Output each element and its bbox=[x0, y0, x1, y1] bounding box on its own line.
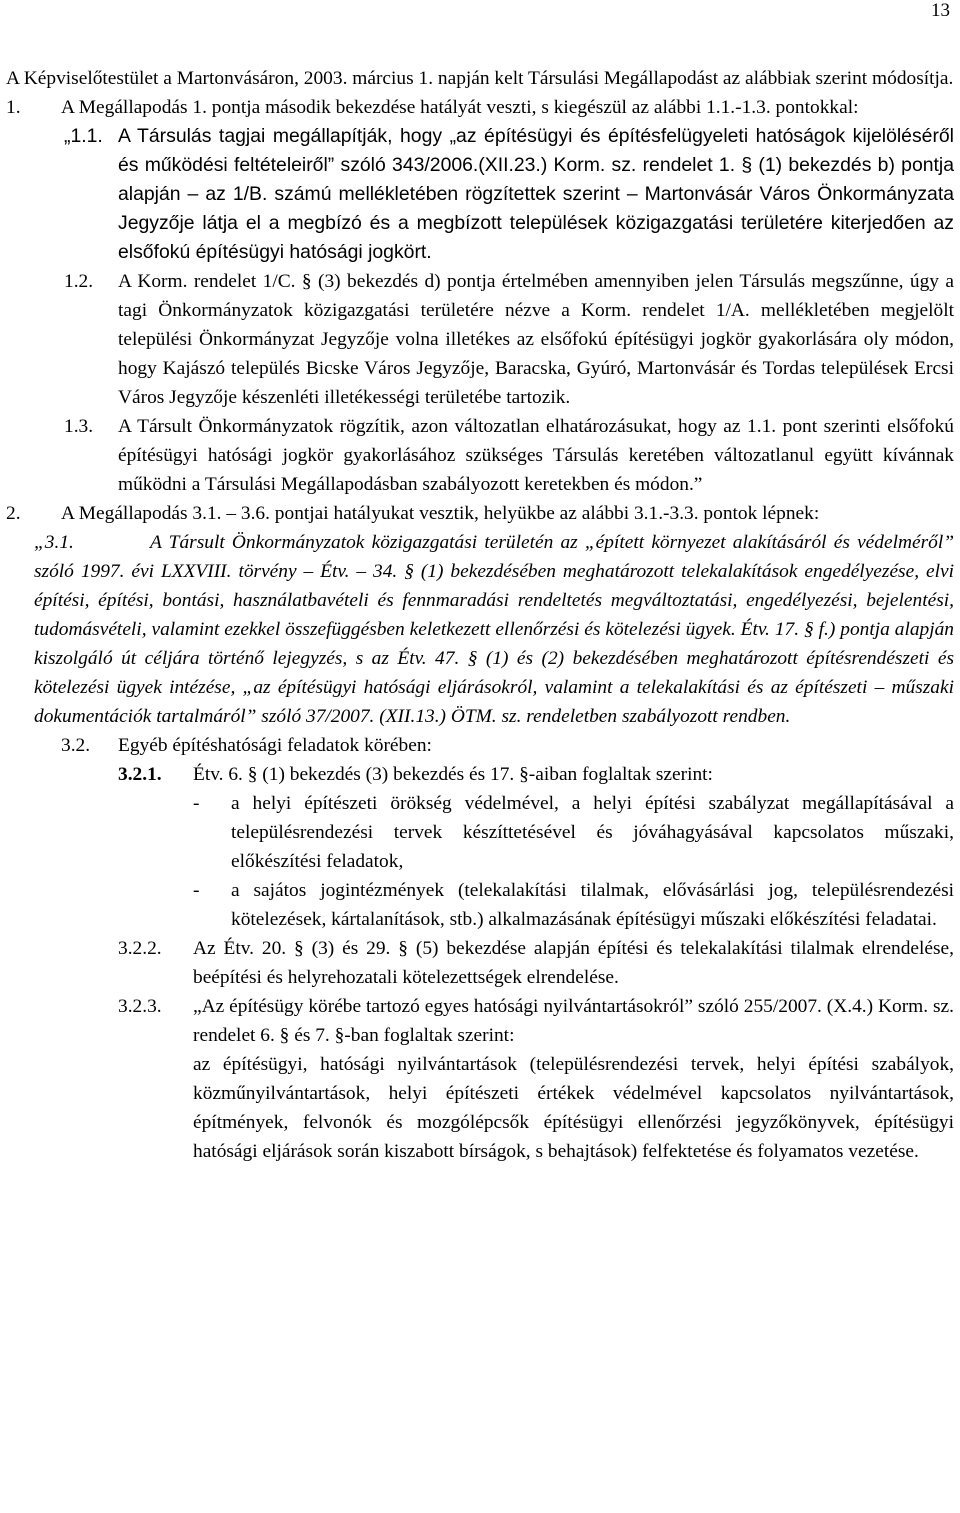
paragraph-1-2-text: A Korm. rendelet 1/C. § (3) bekezdés d) pontja értelmében amennyiben jelen Társulás megszűnne, úgy a tagi Önkormányzatok közigazgatási területére nézve a Korm. rendelet 1/A. mellékletében megjelölt települési Önkormányzat Jegyzője volna illetékes az elsőfokú építésügyi jogkör gyakorlására oly módon, hogy Kajászó település Bicske Város Jegyzője, Baracska, Gyúró, Martonvásár és Tordas települések Ercsi Város Jegyzője készenléti illetékességi területébe tartozik. bbox=[118, 271, 954, 408]
paragraph-3-2-3-list: az építésügyi, hatósági nyilvántartások (településrendezési tervek, helyi építési szabályok, közműnyilvántartások, helyi építészeti értékek védelmével kapcsolatos nyilvántartások, építmények, felvonók és mozgólépcsők építésügyi ellenőrzési jegyzőkönyvek, építésügyi hatósági eljárások során kiszabott bírságok, s behajtások) felfektetése és folyamatos vezetése. bbox=[193, 1054, 954, 1162]
section-2-marker: 2. bbox=[6, 503, 21, 524]
paragraph-3-2-3-marker: 3.2.3. bbox=[118, 996, 162, 1017]
paragraph-1-1 bbox=[6, 122, 954, 267]
paragraph-1-1-marker: „1.1. bbox=[64, 125, 103, 147]
paragraph-1-3 bbox=[6, 412, 954, 499]
paragraph-1-1-text: A Társulás tagjai megállapítják, hogy „az építésügyi és építésfelügyeleti hatóságok kijelöléséről és működési feltételeiről” szóló 343/2006.(XII.23.) Korm. sz. rendelet 1. § (1) bekezdés b) pontja alapján – az 1/B. számú mellékletében rögzítettek szerint – Martonvásár Város Önkormányzata Jegyzője látja el a megbízó és a megbízott települések közigazgatási területére kiterjedően az elsőfokú építésügyi hatósági jogkört. bbox=[118, 125, 954, 263]
bullet-item bbox=[6, 789, 954, 876]
bullet-text: a helyi építészeti örökség védelmével, a helyi építési szabályzat megállapításával a településrendezési tervek készíttetésével és jóváhagyásával kapcsolatos műszaki, előkészítési feladatok, bbox=[231, 793, 954, 872]
paragraph-3-2 bbox=[6, 731, 954, 760]
paragraph-3-2-text: Egyéb építéshatósági feladatok körében: bbox=[118, 735, 432, 756]
paragraph-3-2-1-text: Étv. 6. § (1) bekezdés (3) bekezdés és 17. §-aiban foglaltak szerint: bbox=[193, 764, 713, 785]
bullet-marker: - bbox=[193, 880, 200, 901]
paragraph-3-1 bbox=[6, 528, 954, 731]
bullet-item bbox=[6, 876, 954, 934]
paragraph-1-2-marker: 1.2. bbox=[64, 271, 94, 292]
paragraph-3-2-3-text: „Az építésügy körébe tartozó egyes hatósági nyilvántartásokról” szóló 255/2007. (X.4.) Korm. sz. rendelet 6. § és 7. §-ban foglaltak szerint: bbox=[193, 996, 954, 1046]
paragraph-1-2 bbox=[6, 267, 954, 412]
bullet-text: a sajátos jogintézmények (telekalakítási tilalmak, elővásárlási jog, településrendezési kötelezések, kártalanítások, stb.) alkalmazásának építésügyi műszaki előkészítési feladatai. bbox=[231, 880, 954, 930]
section-1-text: A Megállapodás 1. pontja második bekezdése hatályát veszti, s kiegészül az alábbi 1.1.-1.3. pontokkal: bbox=[61, 97, 859, 118]
section-1 bbox=[6, 93, 954, 122]
paragraph-3-2-1-marker: 3.2.1. bbox=[118, 764, 162, 785]
paragraph-3-2-2-text: Az Étv. 20. § (3) és 29. § (5) bekezdése alapján építési és telekalakítási tilalmak elrendelése, beépítési és helyrehozatali kötelezettségek elrendelése. bbox=[193, 938, 954, 988]
paragraph-1-3-marker: 1.3. bbox=[64, 416, 94, 437]
paragraph-3-2-3 bbox=[6, 992, 954, 1050]
paragraph-3-2-2 bbox=[6, 934, 954, 992]
paragraph-3-2-2-marker: 3.2.2. bbox=[118, 938, 162, 959]
bullet-marker: - bbox=[193, 793, 200, 814]
paragraph-3-2-marker: 3.2. bbox=[61, 735, 91, 756]
page-number: 13 bbox=[931, 0, 950, 21]
intro-paragraph: A Képviselőtestület a Martonvásáron, 2003. március 1. napján kelt Társulási Megállapodást az alábbiak szerint módosítja. bbox=[6, 68, 954, 89]
paragraph-3-1-text: A Társult Önkormányzatok közigazgatási területén az „épített környezet alakításáról és védelméről” szóló 1997. évi LXXVIII. törvény – Étv. – 34. § (1) bekezdésében meghatározott telekalakítások engedélyezése, elvi építési, építési, bontási, használatbavételi és fennmaradási rendeltetés megváltoztatási, engedélyezési, bejelentési, tudomásvételi, valamint ezekkel összefüggésben keletkezett ellenőrzési és kötelezési ügyek. Étv. 17. § f.) pontja alapján kiszolgáló út céljára történő lejegyzés, s az Étv. 47. § (1) és (2) bekezdésében meghatározott építésrendészeti és kötelezési ügyek intézése, „az építésügyi hatósági eljárásokról, valamint a telekalakítási és az építészeti – műszaki dokumentációk tartalmáról” szóló 37/2007. (XII.13.) ÖTM. sz. rendeletben szabályozott rendben. bbox=[34, 532, 954, 727]
section-2-text: A Megállapodás 3.1. – 3.6. pontjai hatályukat vesztik, helyükbe az alábbi 3.1.-3.3. pontok lépnek: bbox=[61, 503, 820, 524]
section-1-marker: 1. bbox=[6, 97, 21, 118]
paragraph-3-1-marker: „3.1. bbox=[34, 532, 74, 553]
document-body bbox=[6, 64, 954, 1166]
section-2 bbox=[6, 499, 954, 528]
paragraph-1-3-text: A Társult Önkormányzatok rögzítik, azon változatlan elhatározásukat, hogy az 1.1. pont szerinti elsőfokú építésügyi hatósági jogkör gyakorlásához szükséges Társulás keretében változatlanul együtt kívánnak működni a Társulási Megállapodásban szabályozott keretekben és módon.” bbox=[118, 416, 954, 495]
paragraph-3-2-1 bbox=[6, 760, 954, 789]
